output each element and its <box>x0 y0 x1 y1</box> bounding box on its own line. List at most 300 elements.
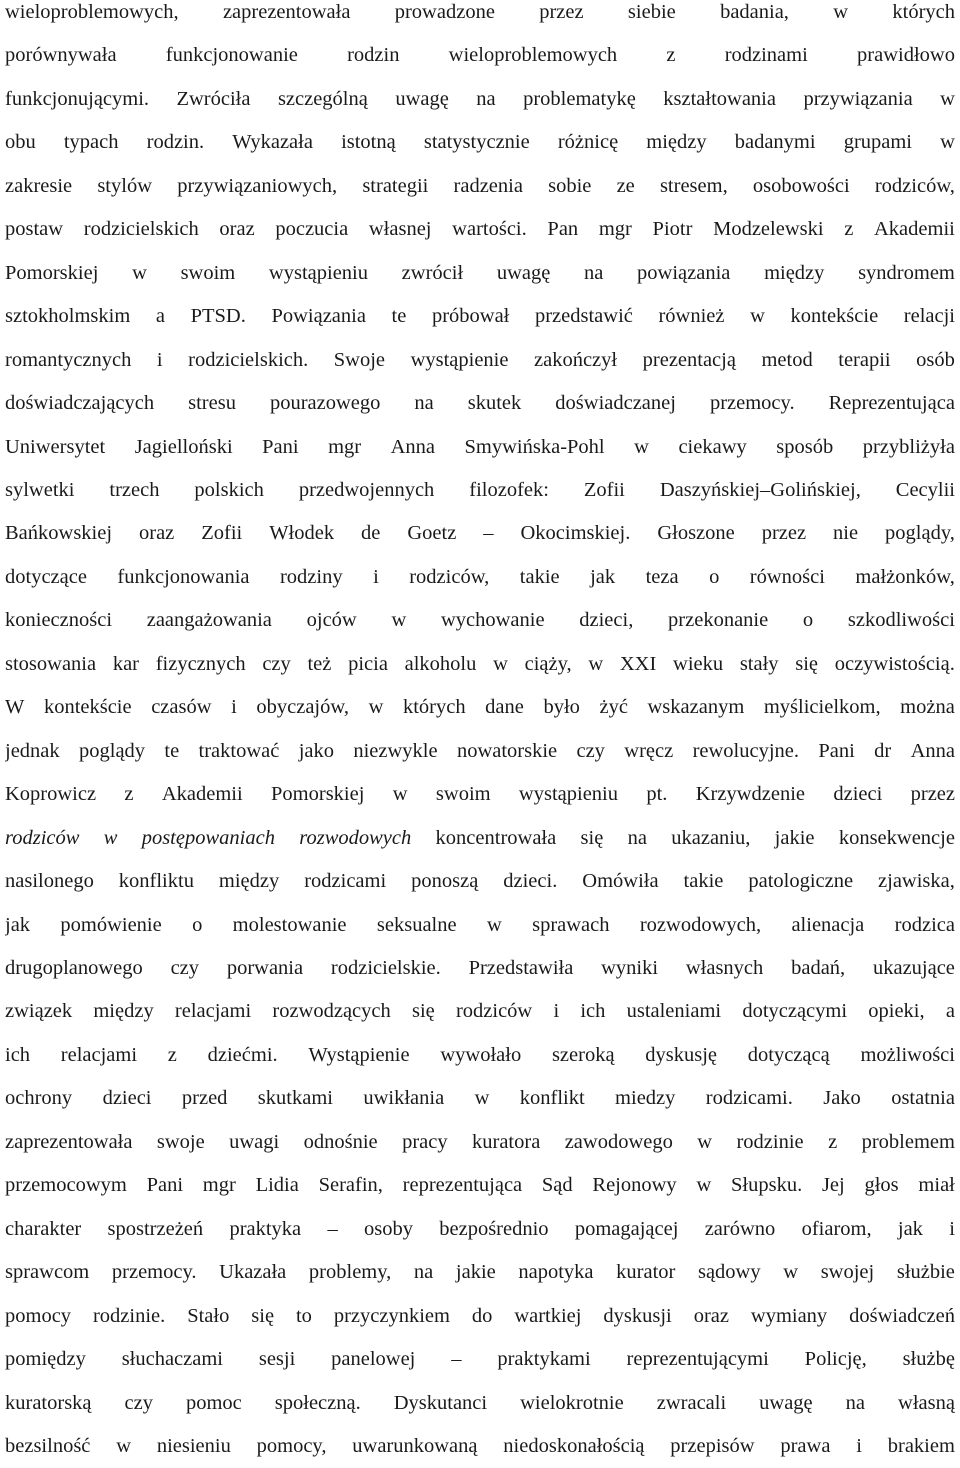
word: doświadczających <box>5 392 155 415</box>
word: możliwości <box>860 1043 955 1066</box>
word: statystycznie <box>423 131 530 154</box>
word: Smywińska-Pohl <box>464 435 605 458</box>
word: głos <box>864 1174 899 1197</box>
word: pomówienie <box>60 913 162 936</box>
word: syndromem <box>858 261 955 284</box>
word: rodzinami <box>724 44 808 67</box>
word: kurator <box>616 1261 676 1284</box>
word: z <box>828 1130 838 1153</box>
text-line <box>5 78 955 121</box>
word: w <box>696 1174 712 1197</box>
word: Ukazała <box>219 1261 287 1284</box>
word: Pomorskiej <box>271 783 365 806</box>
word: rozwodowych, <box>639 913 762 936</box>
word: czy <box>576 739 605 762</box>
text-line <box>5 252 955 295</box>
word: stały <box>739 652 779 675</box>
word: rodzin. <box>146 131 205 154</box>
word: niedoskonałością <box>503 1434 645 1457</box>
word: dotyczącymi <box>742 1000 848 1023</box>
word: wieloproblemowych <box>448 44 618 67</box>
text-line <box>5 0 955 34</box>
word: między <box>93 1000 154 1023</box>
word: na <box>627 826 647 849</box>
word: Bańkowskiej <box>5 522 113 545</box>
word: grupami <box>843 131 913 154</box>
word: o <box>802 609 814 632</box>
text-line <box>5 904 955 947</box>
text-line <box>5 599 955 642</box>
word: seksualne <box>376 913 457 936</box>
word: uwarunkowaną <box>352 1434 478 1457</box>
word: nasilonego <box>5 870 94 893</box>
word: szkodliwości <box>847 609 955 632</box>
word: XXI <box>619 652 657 675</box>
word: Jej <box>821 1174 845 1197</box>
word: żyć <box>599 696 628 719</box>
word: w <box>368 696 384 719</box>
word: swoim <box>180 261 236 284</box>
word: Zwróciła <box>176 87 251 110</box>
word: pracy <box>402 1130 448 1153</box>
word: doświadczanej <box>555 392 676 415</box>
word: relacjami <box>174 1000 252 1023</box>
word: kontekście <box>43 696 132 719</box>
word: jakie <box>774 826 815 849</box>
word: rodziców, <box>874 174 955 197</box>
word: między <box>218 870 280 893</box>
word: wywołało <box>440 1043 522 1066</box>
word: Wystąpienie <box>308 1043 410 1066</box>
word: się <box>795 652 819 675</box>
word: w <box>940 87 955 110</box>
word: sprawcom <box>5 1261 90 1284</box>
word: rewolucyjne. <box>692 739 800 762</box>
word: rodzicami. <box>705 1087 793 1110</box>
word: między <box>646 131 707 154</box>
text-line <box>5 556 955 599</box>
italic-word: rodziców <box>5 826 80 849</box>
word: wystąpieniu <box>268 261 368 284</box>
word: Zofii <box>583 478 625 501</box>
word: Okocimskiej. <box>520 522 631 545</box>
word: Stało <box>187 1304 230 1327</box>
word: z <box>124 783 134 806</box>
word: jak <box>5 913 31 936</box>
word: ustaleniami <box>626 1000 722 1023</box>
italic-word: postępowaniach <box>141 826 275 849</box>
word: ostatnia <box>891 1087 955 1110</box>
word: powiązania <box>637 261 731 284</box>
word: Akademii <box>161 783 243 806</box>
word: prawidłowo <box>857 44 955 67</box>
word: konfliktu <box>118 870 194 893</box>
word: przywiązaniowych, <box>177 174 338 197</box>
word: konflikt <box>519 1087 585 1110</box>
word: jako <box>298 739 334 762</box>
word: kształtowania <box>663 87 776 110</box>
word: pourazowego <box>269 392 381 415</box>
word: przepisów <box>670 1434 755 1457</box>
text-line <box>5 686 955 729</box>
word: było <box>543 696 580 719</box>
word: uwagi <box>229 1130 280 1153</box>
word: mgr <box>328 435 362 458</box>
word: w <box>833 1 849 23</box>
text-line <box>5 295 955 338</box>
word: uwagę <box>496 261 551 284</box>
word: badania, <box>720 1 789 23</box>
word: picia <box>348 652 388 675</box>
word: funkcjonowania <box>117 565 250 588</box>
word: takie <box>519 565 560 588</box>
word: wieku <box>673 652 724 675</box>
word: rodzica <box>894 913 955 936</box>
word: alkoholu <box>404 652 477 675</box>
word: w <box>474 1087 490 1110</box>
word: szczególną <box>277 87 368 110</box>
word: drugoplanowego <box>5 956 143 979</box>
word: rodzicielskich. <box>188 348 309 371</box>
text-line <box>5 643 955 686</box>
text-line <box>5 990 955 1033</box>
word: rodzinie. <box>92 1304 166 1327</box>
word: miedzy <box>615 1087 676 1110</box>
word: ze <box>616 174 635 197</box>
word: pomocy, <box>256 1434 327 1457</box>
text-line <box>5 1382 955 1425</box>
word: o <box>192 913 203 936</box>
word: osoby <box>363 1217 413 1240</box>
word: Słupsku. <box>731 1174 803 1197</box>
word: jak <box>590 565 616 588</box>
word: przez <box>539 1 584 23</box>
word: radzenia <box>453 174 523 197</box>
word: ich <box>5 1043 31 1066</box>
word: Swoje <box>333 348 386 371</box>
word: w <box>132 261 147 284</box>
word: sesji <box>258 1348 296 1371</box>
word: dyskusji <box>603 1304 672 1327</box>
word: stosowania <box>5 652 97 675</box>
word: małżonków, <box>855 565 955 588</box>
word: obu <box>5 131 36 154</box>
body-paragraph <box>5 0 955 1468</box>
word: bezpośrednio <box>439 1217 549 1240</box>
word: Cecylii <box>895 478 955 501</box>
word: molestowanie <box>232 913 347 936</box>
word: swoim <box>435 783 491 806</box>
text-line <box>5 1251 955 1294</box>
text-line <box>5 730 955 773</box>
word: między <box>764 261 825 284</box>
word: Jako <box>823 1087 861 1110</box>
word: dr <box>874 739 892 762</box>
word: funkcjonowanie <box>165 44 298 67</box>
word: panelowej <box>331 1348 416 1371</box>
word: porównywała <box>5 44 117 67</box>
word: kuratorską <box>5 1391 92 1414</box>
word: charakter <box>5 1217 82 1240</box>
word: dzieci <box>833 783 883 806</box>
word: wymiany <box>750 1304 828 1327</box>
word: te <box>164 739 180 762</box>
word: w <box>493 652 508 675</box>
word: do <box>471 1304 493 1327</box>
word: osobowości <box>752 174 850 197</box>
word: rodziców, <box>409 565 490 588</box>
word: praktyka <box>229 1217 302 1240</box>
word: dzieci <box>102 1087 152 1110</box>
text-line <box>5 512 955 555</box>
word: badanymi <box>734 131 816 154</box>
word: to <box>295 1304 312 1327</box>
word: reprezentująca <box>402 1174 523 1197</box>
word: trzech <box>109 478 160 501</box>
word: poczucia <box>275 218 349 241</box>
word: PTSD. <box>190 305 246 328</box>
word: zakończył <box>534 348 618 371</box>
word: i <box>156 348 163 371</box>
word: prowadzone <box>394 1 495 23</box>
word: Anna <box>390 435 436 458</box>
word: wręcz <box>624 739 674 762</box>
word: rodzicami <box>304 870 387 893</box>
word: Głoszone <box>657 522 735 545</box>
word: w <box>392 783 408 806</box>
word: się <box>411 1000 435 1023</box>
word: wystąpienie <box>410 348 509 371</box>
word: wyniki <box>601 956 659 979</box>
word: ukazujące <box>872 956 955 979</box>
word: osób <box>916 348 955 371</box>
word: których <box>892 1 955 23</box>
text-line <box>5 382 955 425</box>
word: relacji <box>903 305 955 328</box>
text-line <box>5 860 955 903</box>
word: zwracali <box>656 1391 727 1414</box>
text-line <box>5 1077 955 1120</box>
word: W <box>5 696 25 719</box>
word: konieczności <box>5 609 113 632</box>
text-line <box>5 1121 955 1164</box>
word: również <box>658 305 725 328</box>
word: oraz <box>139 522 175 545</box>
word: kar <box>112 652 139 675</box>
word: w <box>391 609 407 632</box>
word: przez <box>761 522 807 545</box>
word: siebie <box>627 1 676 23</box>
word: i <box>231 696 237 719</box>
word: wieloproblemowych, <box>5 1 179 23</box>
word: poglądy <box>79 739 146 762</box>
word: z <box>666 44 676 67</box>
word: ciekawy <box>678 435 747 458</box>
word: mgr <box>202 1174 236 1197</box>
word: ciąży, <box>524 652 572 675</box>
word: dotyczące <box>5 565 87 588</box>
word: uwikłania <box>363 1087 445 1110</box>
word: myślicielkom, <box>763 696 881 719</box>
word: problemy, <box>308 1261 392 1284</box>
word: Pani <box>146 1174 184 1197</box>
word: różnicę <box>557 131 619 154</box>
word: rodzicielskie. <box>330 956 441 979</box>
word: Serafin, <box>318 1174 383 1197</box>
word: na <box>845 1391 866 1414</box>
word: z <box>844 218 854 241</box>
word: strategii <box>362 174 429 197</box>
word: rodziców <box>455 1000 533 1023</box>
word: Lidia <box>255 1174 299 1197</box>
word: Wykazała <box>232 131 313 154</box>
word: romantycznych <box>5 348 132 371</box>
text-line <box>5 34 955 77</box>
word: metod <box>761 348 813 371</box>
word: filozofek: <box>469 478 549 501</box>
word: ochrony <box>5 1087 73 1110</box>
word: kuratora <box>472 1130 541 1153</box>
word: teza <box>645 565 679 588</box>
word: opieki, <box>868 1000 925 1023</box>
word: równości <box>749 565 825 588</box>
word: związek <box>5 1000 73 1023</box>
word: w <box>588 652 604 675</box>
word: sposób <box>776 435 834 458</box>
word: z <box>167 1043 177 1066</box>
text-line <box>5 1164 955 1207</box>
word: uwagę <box>395 87 449 110</box>
word: szeroką <box>551 1043 615 1066</box>
word: sobie <box>548 174 592 197</box>
word: zakresie <box>5 174 73 197</box>
italic-word: rozwodowych <box>299 826 412 849</box>
text-line <box>5 1338 955 1381</box>
word: pomoc <box>185 1391 242 1414</box>
word: obyczajów, <box>256 696 349 719</box>
word: koncentrowała <box>435 826 557 849</box>
word: wielokrotnie <box>520 1391 624 1414</box>
word: wskazanym <box>647 696 745 719</box>
word: zarówno <box>704 1217 776 1240</box>
word: istotną <box>341 131 396 154</box>
text-line <box>5 1295 955 1338</box>
text-line <box>5 469 955 512</box>
word: wartkiej <box>514 1304 582 1327</box>
word: kontekście <box>790 305 879 328</box>
word: przemocy. <box>709 392 795 415</box>
word: prezentacją <box>642 348 736 371</box>
word: przybliżyła <box>862 435 955 458</box>
word: Uniwersytet <box>5 435 106 458</box>
word: Pan <box>547 218 579 241</box>
word: problemem <box>861 1130 955 1153</box>
word: Powiązania <box>271 305 366 328</box>
word: o <box>709 565 720 588</box>
word: odnośnie <box>303 1130 378 1153</box>
word: przed <box>181 1087 228 1110</box>
word: alienacja <box>791 913 865 936</box>
word: sylwetki <box>5 478 75 501</box>
word: skutkami <box>257 1087 333 1110</box>
text-line <box>5 1425 955 1468</box>
word: zjawiska, <box>878 870 955 893</box>
text-line <box>5 947 955 990</box>
word: czy <box>124 1391 153 1414</box>
word: swojej <box>820 1261 875 1284</box>
word: Goetz <box>407 522 457 545</box>
word: wychowanie <box>440 609 545 632</box>
text-line <box>5 773 955 816</box>
word: konsekwencje <box>838 826 955 849</box>
word: zaprezentowała <box>5 1130 133 1153</box>
word: – <box>483 522 494 545</box>
word: ofiarom, <box>801 1217 872 1240</box>
word: przez <box>910 783 955 806</box>
text-line <box>5 1034 955 1077</box>
word: w <box>634 435 649 458</box>
word: prawa <box>780 1434 831 1457</box>
word: w <box>116 1434 132 1457</box>
word: czy <box>170 956 200 979</box>
word: przekonanie <box>668 609 769 632</box>
word: rodzin <box>347 44 400 67</box>
word: Włodek <box>269 522 335 545</box>
word: Dyskutanci <box>393 1391 488 1414</box>
word: skutek <box>467 392 522 415</box>
text-line <box>5 817 955 860</box>
word: polskich <box>194 478 264 501</box>
word: postaw <box>5 218 64 241</box>
word: przedstawić <box>534 305 633 328</box>
word: dotyczącą <box>747 1043 830 1066</box>
word: niezwykle <box>353 739 438 762</box>
word: czy <box>262 652 291 675</box>
word: reprezentującymi <box>626 1348 769 1371</box>
word: problematykę <box>523 87 636 110</box>
word: i <box>856 1434 862 1457</box>
word: pomagającej <box>574 1217 679 1240</box>
word: w <box>940 131 955 154</box>
word: relacjami <box>60 1043 138 1066</box>
word: porwania <box>226 956 304 979</box>
word: wystąpieniu <box>518 783 618 806</box>
word: na <box>414 392 434 415</box>
word: Pomorskiej <box>5 261 99 284</box>
word: próbował <box>431 305 510 328</box>
word: niesieniu <box>156 1434 231 1457</box>
word: czasów <box>151 696 212 719</box>
word: własną <box>898 1391 955 1414</box>
word: wartości. <box>452 218 527 241</box>
word: rodzinie <box>736 1130 804 1153</box>
word: uwagę <box>759 1391 813 1414</box>
word: typach <box>63 131 119 154</box>
word: Anna <box>910 739 955 762</box>
word: Pani <box>262 435 299 458</box>
word: których <box>402 696 466 719</box>
word: zaangażowania <box>146 609 272 632</box>
word: się <box>580 826 604 849</box>
word: się <box>251 1304 275 1327</box>
word: Omówiła <box>582 870 659 893</box>
word: napotyka <box>518 1261 594 1284</box>
word: patologiczne <box>748 870 854 893</box>
word: Zofii <box>201 522 243 545</box>
word: oraz <box>693 1304 729 1327</box>
word: brakiem <box>887 1434 955 1457</box>
word: spostrzeżeń <box>107 1217 204 1240</box>
